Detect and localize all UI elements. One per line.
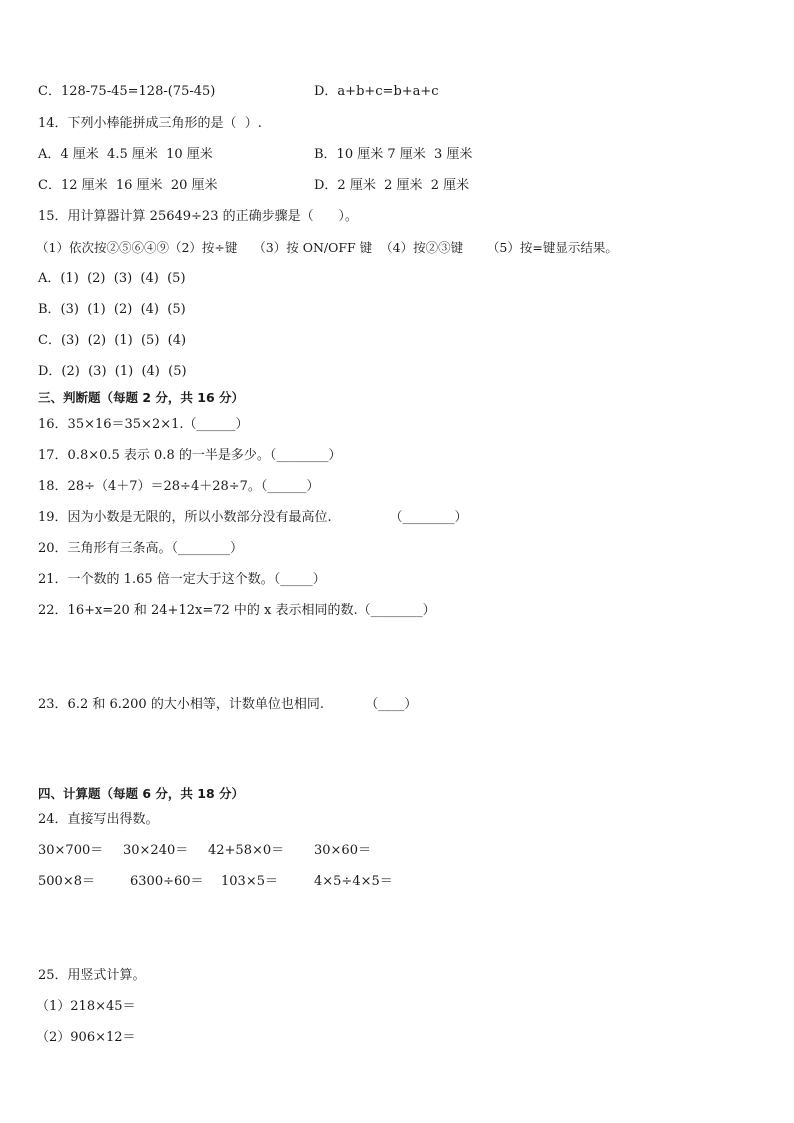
q16: 16．35×16＝35×2×1.（______） [38, 417, 249, 432]
calc-2-1: 500×8＝ [38, 874, 95, 889]
q15-steps: （1）依次按②⑤⑥④⑨（2）按÷键 （3）按 ON/OFF 键 （4）按②③键 （5）按=键显示结果。 [36, 240, 618, 255]
q13-option-d: D．a+b+c=b+a+c [314, 84, 439, 99]
q22: 22．16+x=20 和 24+12x=72 中的 x 表示相同的数.（________） [38, 603, 436, 618]
calc-1-2: 30×240＝ [123, 843, 189, 858]
calc-1-4: 30×60＝ [314, 843, 371, 858]
q15-option-d: D．(2) (3) (1) (4) (5) [38, 364, 187, 379]
q17: 17．0.8×0.5 表示 0.8 的一半是多少。（________） [38, 448, 342, 463]
q15-option-a: A．(1) (2) (3) (4) (5) [38, 271, 186, 286]
q24-stem: 24．直接写出得数。 [38, 812, 159, 827]
q15-option-b: B．(3) (1) (2) (4) (5) [38, 302, 186, 317]
calc-1-3: 42+58×0＝ [208, 843, 285, 858]
q14-option-d: D．2 厘米 2 厘米 2 厘米 [314, 178, 470, 193]
q15-option-c: C．(3) (2) (1) (5) (4) [38, 333, 187, 348]
q19: 19．因为小数是无限的，所以小数部分没有最高位. （________） [38, 510, 468, 525]
q14-option-a: A．4 厘米 4.5 厘米 10 厘米 [38, 147, 213, 162]
q14-option-c: C．12 厘米 16 厘米 20 厘米 [38, 178, 218, 193]
q18: 18．28÷（4＋7）＝28÷4＋28÷7。（______） [38, 479, 320, 494]
q25-part-1: （1）218×45＝ [36, 999, 136, 1014]
calc-2-2: 6300÷60＝ [130, 874, 204, 889]
calc-2-3: 103×5＝ [221, 874, 278, 889]
calc-2-4: 4×5÷4×5＝ [314, 874, 393, 889]
q15-stem: 15．用计算器计算 25649÷23 的正确步骤是（ ）。 [38, 209, 358, 224]
q14-stem: 14．下列小棒能拼成三角形的是（ ）. [38, 116, 262, 131]
q21: 21．一个数的 1.65 倍一定大于这个数。（_____） [38, 572, 326, 587]
q25-part-2: （2）906×12＝ [36, 1030, 136, 1045]
q25-stem: 25．用竖式计算。 [38, 968, 146, 983]
q14-option-b: B．10 厘米 7 厘米 3 厘米 [314, 147, 473, 162]
q23: 23．6.2 和 6.200 的大小相等，计数单位也相同. （____） [38, 697, 418, 712]
section-3-title: 三、判断题（每题 2 分，共 16 分） [38, 390, 245, 405]
q20: 20．三角形有三条高。（________） [38, 541, 244, 556]
calc-1-1: 30×700＝ [38, 843, 104, 858]
q13-option-c: C．128-75-45=128-(75-45) [38, 84, 216, 99]
section-4-title: 四、计算题（每题 6 分，共 18 分） [38, 786, 245, 801]
